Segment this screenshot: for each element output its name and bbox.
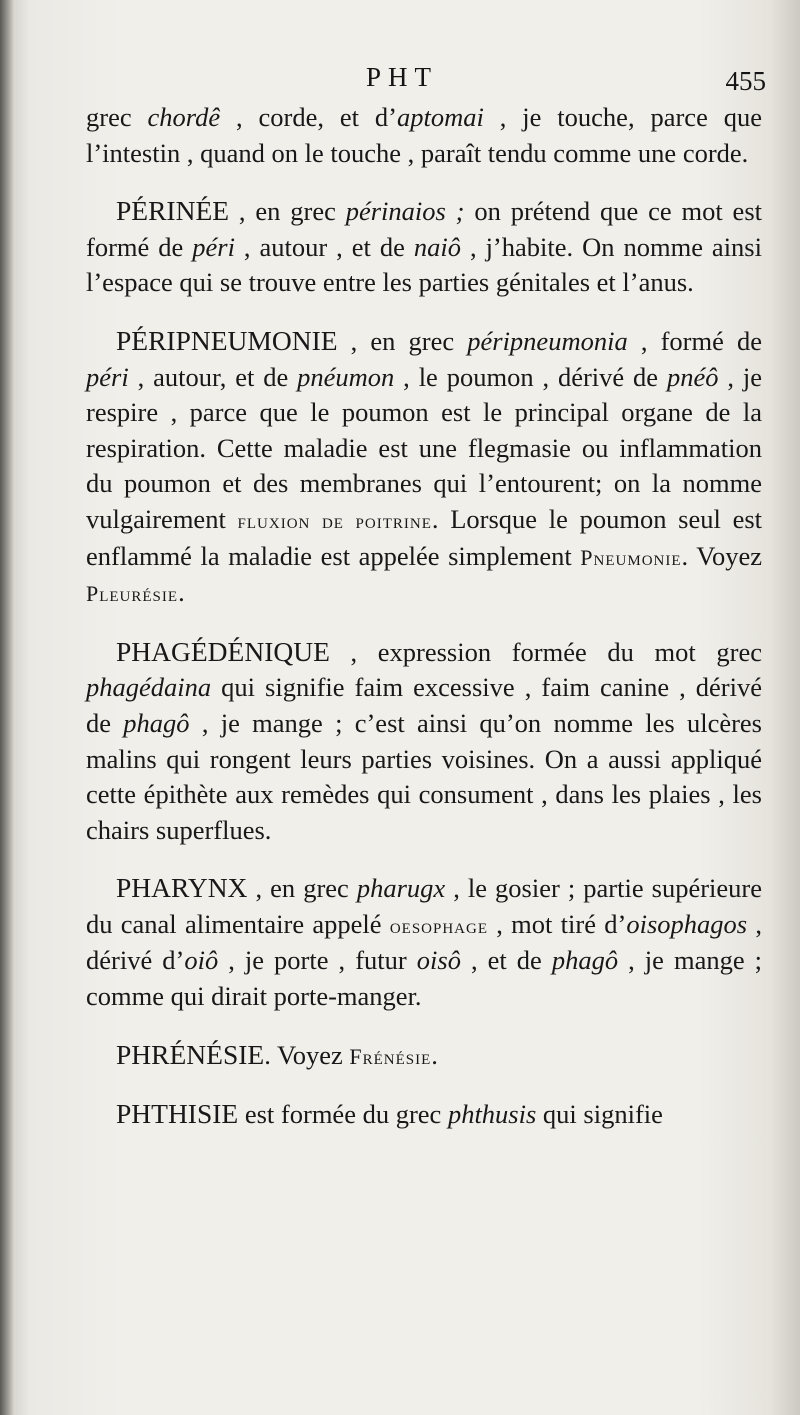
running-head: PHT <box>366 62 439 92</box>
italic-term: naiô <box>413 231 461 262</box>
text-run: qui signifie faim excessive , faim canine , dérivé de <box>86 672 762 738</box>
italic-term: périnaios ; <box>345 196 465 227</box>
italic-term: pharugx <box>356 873 446 904</box>
text-run: on prétend que ce mot est formé de <box>86 196 762 262</box>
italic-term: pnéumon <box>297 361 395 392</box>
small-caps-term: Pneumonie <box>580 544 682 570</box>
text-run: , en grec <box>229 196 346 227</box>
text-run: , je respire , parce que le poumon est le principal organe de la respiration. Cette maladie est une flegmasie ou inflammation du poumon et des membranes qui l’entourent; on la nomme vulgairement <box>86 361 762 534</box>
text-run: , corde, et d’ <box>220 102 397 132</box>
text-run: . Lorsque le poumon seul est enflammé la maladie est appelée simplement <box>86 503 763 571</box>
text-run: qui signifie <box>536 1099 663 1130</box>
text-run: . Voyez <box>681 540 762 571</box>
text-run: . Voyez <box>264 1039 350 1070</box>
text-run: , mot tiré d’ <box>488 908 627 939</box>
italic-term: péri <box>192 231 235 262</box>
entry-headword: PHRÉNÉSIE <box>116 1038 265 1070</box>
text-run: , en grec <box>247 873 357 904</box>
italic-term: phagédaina <box>86 672 212 703</box>
text-run: , autour, et de <box>128 361 298 392</box>
text-run: , en grec <box>337 325 468 356</box>
text-run: . <box>178 577 185 608</box>
italic-term: aptomai <box>397 102 484 132</box>
text-run: , expression formée du mot grec <box>329 636 762 667</box>
text-run: , je porte , futur <box>218 945 417 976</box>
text-run: , je mange ; comme qui dirait porte-manger. <box>86 945 762 1012</box>
text-run: , formé de <box>627 325 762 356</box>
small-caps-term: Frénésie <box>349 1043 432 1069</box>
text-run: , autour , et de <box>234 231 414 262</box>
entry-headword: PHTHISIE <box>116 1098 239 1130</box>
small-caps-term: Pleurésie <box>86 581 179 607</box>
italic-term: chordê <box>147 102 221 132</box>
text-run: . <box>431 1039 438 1070</box>
text-run: est formée du grec <box>238 1099 448 1130</box>
entry-headword: PHAGÉDÉNIQUE <box>116 635 330 667</box>
page-text <box>86 100 762 1133</box>
entry-peripneumonie <box>86 323 762 612</box>
entry-headword: PÉRIPNEUMONIE <box>116 324 338 356</box>
text-run: , et de <box>460 945 552 976</box>
entry-headword: PÉRINÉE <box>116 195 230 227</box>
text-run: grec <box>86 102 148 132</box>
page-edge-shadow <box>0 0 14 1415</box>
paragraph-continuation <box>86 100 762 171</box>
text-run: , je mange ; c’est ainsi qu’on nomme les ulcères malins qui rongent leurs parties voisines. On a aussi appliqué cette épithète aux remèdes qui consument , dans les plaies , les chairs superflues. <box>86 707 762 845</box>
italic-term: pnéô <box>666 361 719 392</box>
entry-phthisie <box>86 1096 762 1133</box>
italic-term: péripneumonia <box>467 325 628 356</box>
italic-term: oiô <box>184 945 219 976</box>
text-run: , je touche, parce que l’intestin , quand on le touche , paraît tendu comme une corde. <box>86 102 762 168</box>
small-caps-term: oesophage <box>389 912 489 938</box>
text-run: , j’habite. On nomme ainsi l’espace qui se trouve entre les parties génitales et l’anus. <box>86 231 762 298</box>
italic-term: phthusis <box>447 1099 537 1130</box>
italic-term: phagô <box>123 707 190 738</box>
entry-pharynx <box>86 870 762 1014</box>
italic-term: oisophagos <box>626 908 748 939</box>
italic-term: péri <box>86 361 129 392</box>
entry-phrenesie <box>86 1037 762 1075</box>
entry-perinee <box>86 193 762 301</box>
text-run: , le gosier ; partie supérieure du canal alimentaire appelé <box>86 873 762 939</box>
entry-phagedenique <box>86 634 762 849</box>
italic-term: oisô <box>416 945 461 976</box>
page-number: 455 <box>725 66 766 96</box>
page-header <box>0 62 800 102</box>
entry-headword: PHARYNX <box>116 872 248 904</box>
text-run: , le poumon , dérivé de <box>394 361 667 392</box>
small-caps-term: fluxion de poitrine <box>237 507 432 533</box>
italic-term: phagô <box>551 945 619 976</box>
text-run: , dérivé d’ <box>86 908 762 976</box>
